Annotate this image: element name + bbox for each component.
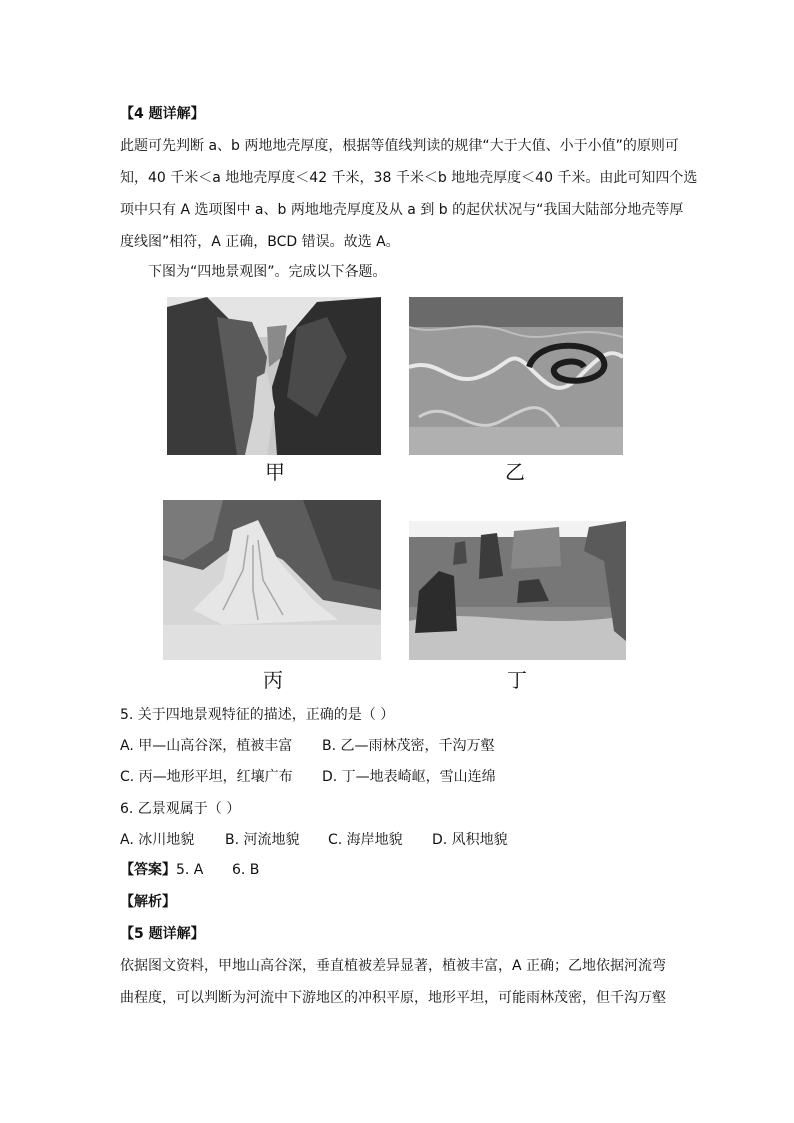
photo-jia-gorge — [167, 297, 381, 455]
option-6b: B. 河流地貌 — [225, 832, 300, 848]
answer-6: 6. B — [232, 862, 260, 878]
paragraph-line: 项中只有 A 选项图中 a、b 两地地壳厚度及从 a 到 b 的起伏状况与“我国大陆部分地壳等厚 — [120, 202, 684, 218]
option-5c: C. 丙—地形平坦，红壤广布 — [120, 769, 293, 785]
figure-intro: 下图为“四地景观图”。完成以下各题。 — [148, 264, 387, 280]
section-heading-q5: 【5 题详解】 — [120, 926, 205, 942]
option-6a: A. 冰川地貌 — [120, 832, 195, 848]
answer-5: 5. A — [176, 862, 204, 878]
paragraph-line: 依据图文资料，甲地山高谷深，垂直植被差异显著，植被丰富，A 正确；乙地依据河流弯 — [120, 958, 667, 974]
paragraph-line: 知，40 千米＜a 地地壳厚度＜42 千米，38 千米＜b 地地壳厚度＜40 千米。由此可知四个选 — [120, 170, 698, 186]
paragraph-line: 此题可先判断 a、b 两地地壳厚度，根据等值线判读的规律“大于大值、小于小值”的原则可 — [120, 138, 679, 154]
option-5a: A. 甲—山高谷深，植被丰富 — [120, 738, 293, 754]
analysis-heading: 【解析】 — [120, 894, 176, 910]
paragraph-line: 度线图”相符，A 正确，BCD 错误。故选 A。 — [120, 234, 400, 250]
answer-label: 【答案】 — [120, 862, 176, 878]
paragraph-line: 曲程度，可以判断为河流中下游地区的冲积平原，地形平坦，可能雨林茂密，但千沟万壑 — [120, 990, 666, 1006]
option-6d: D. 风积地貌 — [432, 832, 508, 848]
answer-line — [120, 860, 259, 880]
option-5b: B. 乙—雨林茂密，千沟万壑 — [322, 738, 495, 754]
photo-yi-meander — [409, 297, 623, 455]
question-5-options-row1 — [120, 736, 495, 756]
caption-bing: 丙 — [263, 668, 283, 692]
option-6c: C. 海岸地貌 — [328, 832, 403, 848]
question-6-options — [120, 830, 508, 850]
caption-jia: 甲 — [265, 460, 285, 484]
section-heading-q4: 【4 题详解】 — [120, 106, 205, 122]
question-6-stem: 6. 乙景观属于（ ） — [120, 801, 241, 817]
photo-ding-sea-stacks — [409, 521, 626, 660]
photo-bing-alluvial-fan — [163, 500, 381, 660]
question-5-options-row2 — [120, 767, 496, 787]
caption-ding: 丁 — [507, 668, 527, 692]
question-5-stem: 5. 关于四地景观特征的描述，正确的是（ ） — [120, 707, 395, 723]
caption-yi: 乙 — [505, 460, 525, 484]
option-5d: D. 丁—地表崎岖，雪山连绵 — [322, 769, 496, 785]
